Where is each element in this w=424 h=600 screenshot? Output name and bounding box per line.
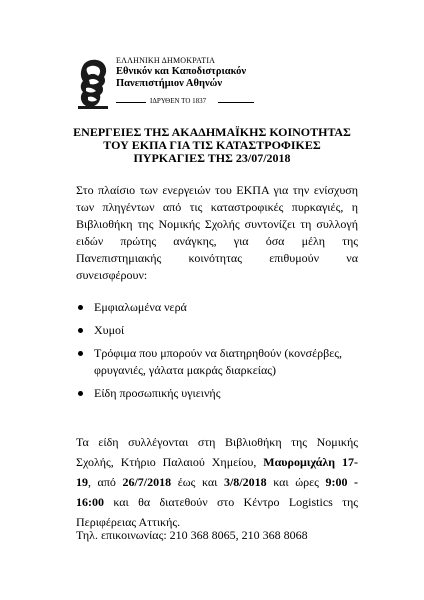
- list-item-text: Χυμοί: [94, 323, 125, 337]
- end-time: 16:00: [76, 495, 104, 509]
- athena-seal-icon: [74, 58, 112, 110]
- contact-phones: Τηλ. επικοινωνίας: 210 368 8065, 210 368 8068: [76, 528, 308, 542]
- founded-label: ΙΔΡΥΘΕΝ ΤΟ 1837: [150, 97, 207, 105]
- title-line: ΠΥΡΚΑΓΙΕΣ ΤΗΣ 23/07/2018: [133, 151, 291, 165]
- text-run: Τα είδη συλλέγονται στη Βιβλιοθήκη της Νομικής: [76, 435, 358, 449]
- paragraph-line: [76, 492, 358, 512]
- list-item-text: Τρόφιμα που μπορούν να διατηρηθούν (κονσέρβες, φρυγανιές, γάλατα μακράς διαρκείας): [94, 346, 342, 377]
- text-run: Σχολής, Κτήριο Παλαιού Χημείου,: [76, 455, 264, 469]
- bullet-icon: [78, 351, 83, 356]
- list-item: [78, 299, 368, 316]
- founded-line: [116, 96, 266, 108]
- text-run: Περιφέρειας Αττικής.: [76, 515, 181, 529]
- university-name-line1: Εθνικόν και Καποδιστριακόν: [116, 66, 247, 77]
- text-run: έως και: [171, 475, 224, 489]
- text-run: και θα διατεθούν στο Κέντρο Logistics της: [104, 495, 358, 509]
- items-list: [78, 299, 368, 408]
- list-item: [78, 345, 368, 379]
- document-title: [40, 126, 384, 165]
- address-text: Μαυρομιχάλη 17-: [263, 455, 358, 469]
- divider: [218, 102, 254, 103]
- paragraph-line: Πανεπιστημιακής κοινότητας επιθυμούν να: [76, 251, 358, 265]
- university-header: [74, 56, 247, 116]
- bullet-icon: [78, 305, 83, 310]
- title-line: ΤΟΥ ΕΚΠΑ ΓΙΑ ΤΙΣ ΚΑΤΑΣΤΡΟΦΙΚΕΣ: [103, 138, 321, 152]
- list-item-text: Είδη προσωπικής υγιεινής: [94, 386, 221, 400]
- text-run: και ώρες: [266, 475, 326, 489]
- paragraph-line: Στο πλαίσιο των ενεργειών του ΕΚΠΑ για την ενίσχυση: [76, 183, 358, 197]
- title-line: ΕΝΕΡΓΕΙΕΣ ΤΗΣ ΑΚΑΔΗΜΑΪΚΗΣ ΚΟΙΝΟΤΗΤΑΣ: [73, 125, 351, 139]
- paragraph-line: των πληγέντων από τις καταστροφικές πυρκαγιές, η: [76, 200, 358, 214]
- address-text: 19: [76, 475, 88, 489]
- paragraph-line: [76, 432, 358, 452]
- start-date: 26/7/2018: [122, 475, 172, 489]
- end-date: 3/8/2018: [223, 475, 267, 489]
- divider: [116, 102, 146, 103]
- paragraph-line: Βιβλιοθήκη της Νομικής Σχολής συντονίζει τη συλλογή: [76, 217, 358, 231]
- intro-paragraph: [76, 182, 358, 284]
- list-item-text: Εμφιαλωμένα νερά: [94, 300, 187, 314]
- paragraph-line: ειδών πρώτης ανάγκης, για όσα μέλη της: [76, 234, 358, 248]
- bullet-icon: [78, 328, 83, 333]
- republic-label: ΕΛΛΗΝΙΚΗ ΔΗΜΟΚΡΑΤΙΑ: [116, 56, 216, 65]
- list-item: [78, 322, 368, 339]
- list-item: [78, 385, 368, 402]
- paragraph-line: [76, 472, 358, 492]
- bullet-icon: [78, 391, 83, 396]
- university-name-line2: Πανεπιστήμιον Αθηνών: [116, 78, 223, 89]
- paragraph-line: συνεισφέρουν:: [76, 268, 148, 282]
- start-time: 9:00 -: [325, 475, 359, 489]
- collection-paragraph: [76, 432, 358, 532]
- paragraph-line: [76, 452, 358, 472]
- text-run: , από: [88, 475, 123, 489]
